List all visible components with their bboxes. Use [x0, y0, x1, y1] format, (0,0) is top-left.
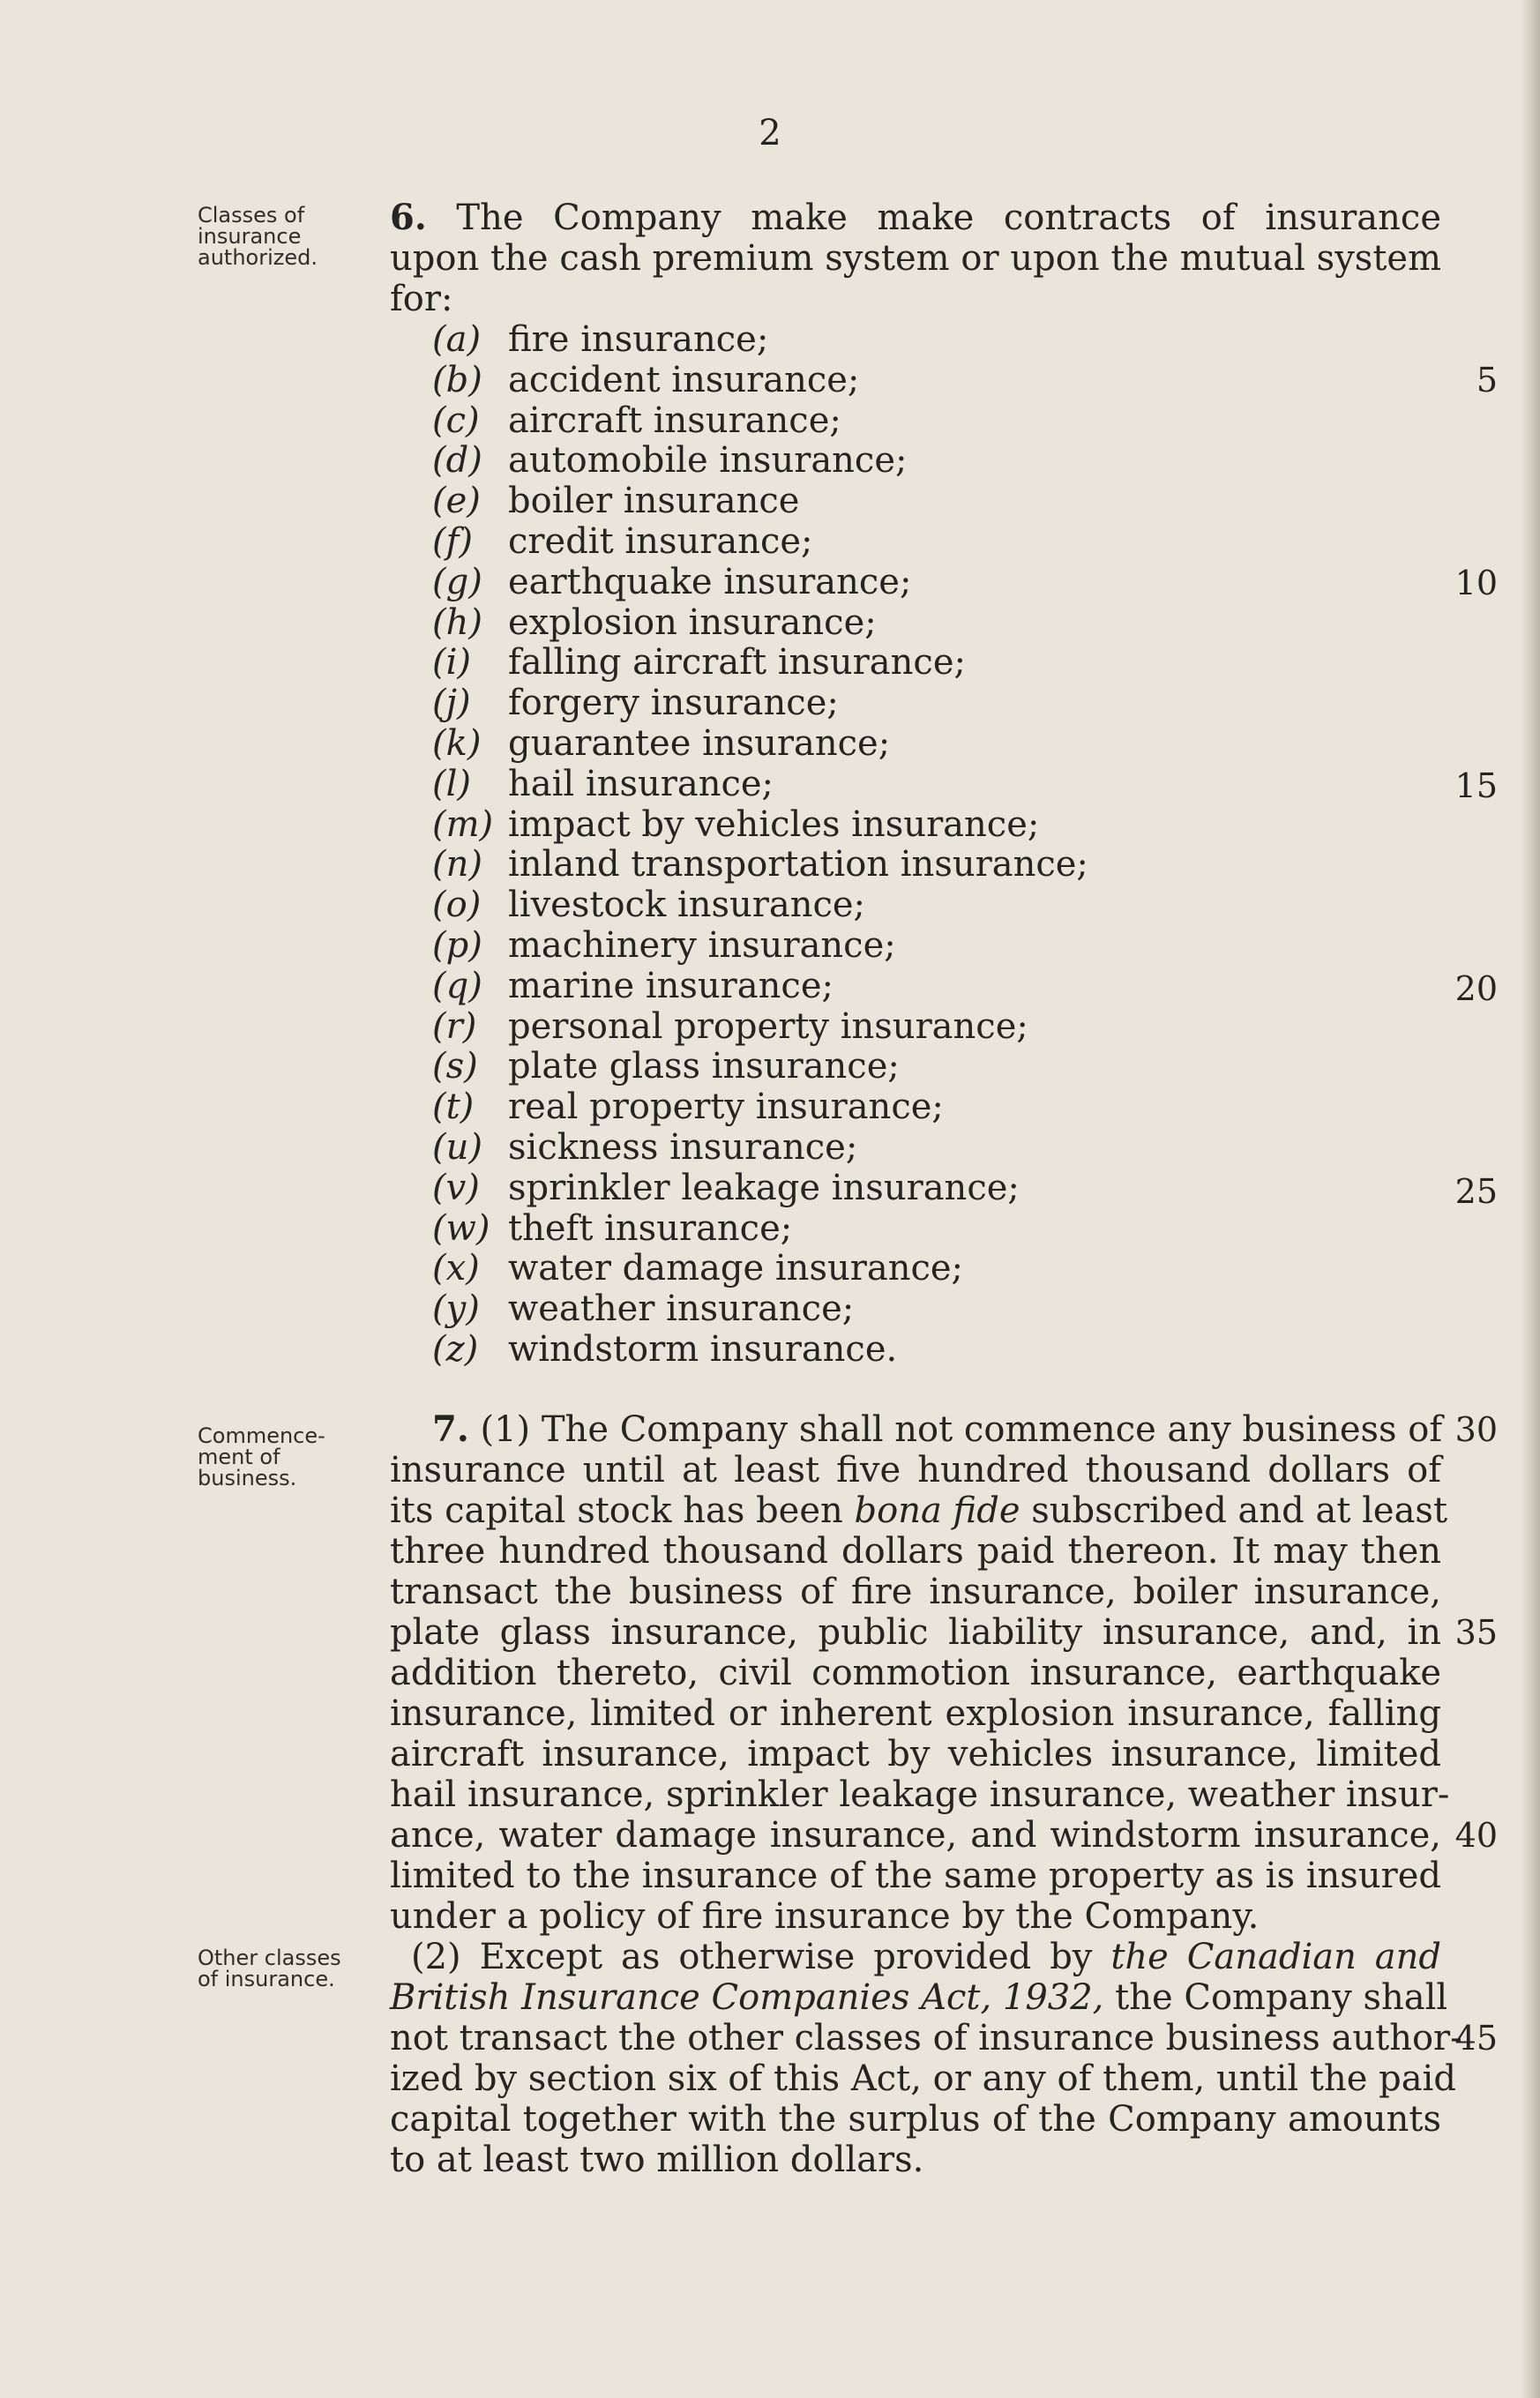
line-number: 5	[1476, 361, 1498, 400]
section-7-body-line: transact the business of fire insurance, boiler insurance,	[390, 1572, 1441, 1612]
subsection-label: (1)	[480, 1409, 531, 1450]
italic-act-title: British Insurance Companies Act, 1932,	[390, 1977, 1104, 2018]
item-letter: (b)	[432, 359, 482, 400]
item-letter: (u)	[432, 1127, 482, 1168]
insurance-class-item	[390, 1046, 900, 1087]
section-7-line-1	[390, 1409, 1441, 1450]
item-letter: (r)	[432, 1005, 477, 1047]
margin-note-line: Other classes	[198, 1946, 341, 1970]
insurance-class-item	[390, 1087, 944, 1127]
italic-term: bona fide	[854, 1490, 1020, 1531]
item-letter: (y)	[432, 1289, 480, 1330]
insurance-class-item	[390, 481, 799, 521]
item-letter: (v)	[432, 1167, 480, 1208]
section-7-body-line: ance, water damage insurance, and windstorm insurance,	[390, 1815, 1441, 1856]
item-text: explosion insurance;	[508, 601, 877, 643]
page-edge	[1521, 0, 1540, 2398]
margin-note-line: insurance	[198, 224, 302, 249]
margin-note-line: Classes of	[198, 203, 305, 228]
item-letter: (l)	[432, 763, 472, 804]
item-letter: (h)	[432, 601, 482, 643]
item-letter: (n)	[432, 844, 482, 885]
section-7-line-2: insurance until at least five hundred thousand dollars of	[390, 1450, 1441, 1490]
text-fragment: its capital stock has been	[390, 1490, 843, 1531]
insurance-class-item	[390, 1006, 1028, 1047]
margin-note-line: business.	[198, 1466, 297, 1490]
section-7-body-line: plate glass insurance, public liability insurance, and, in	[390, 1612, 1441, 1653]
margin-note-commencement	[198, 1425, 374, 1489]
item-text: accident insurance;	[508, 359, 860, 400]
margin-note-line: authorized.	[198, 245, 318, 270]
line-number: 45	[1454, 2019, 1498, 2058]
section-6-line-1	[390, 198, 1441, 238]
item-text: water damage insurance;	[508, 1248, 964, 1289]
item-text: sickness insurance;	[508, 1127, 858, 1168]
section-7-sub2-body-line: capital together with the surplus of the Company amounts	[390, 2099, 1441, 2140]
section-7-body-line: limited to the insurance of the same property as is insured	[390, 1856, 1441, 1896]
item-text: marine insurance;	[508, 965, 834, 1006]
insurance-class-item	[390, 602, 877, 643]
insurance-class-item	[390, 1248, 963, 1289]
text-fragment: (2) Except as otherwise provided by	[411, 1937, 1093, 1977]
insurance-class-item	[390, 360, 859, 400]
item-text: sprinkler leakage insurance;	[508, 1167, 1020, 1208]
section-6-line-2: upon the cash premium system or upon the mutual system	[390, 238, 1441, 279]
section-7-text: The Company shall not commence any business of	[541, 1409, 1443, 1450]
insurance-class-item	[390, 1127, 857, 1168]
insurance-class-item	[390, 562, 911, 602]
item-letter: (w)	[432, 1207, 490, 1249]
margin-note-other-classes	[198, 1947, 374, 1990]
item-letter: (o)	[432, 885, 482, 926]
insurance-class-item	[390, 683, 839, 723]
italic-act-title: the Canadian and	[1110, 1937, 1441, 1977]
item-letter: (a)	[432, 319, 482, 360]
item-letter: (z)	[432, 1329, 479, 1370]
insurance-class-item	[390, 966, 834, 1006]
margin-note-line: Commence-	[198, 1423, 325, 1448]
item-text: personal property insurance;	[508, 1005, 1028, 1047]
item-text: falling aircraft insurance;	[508, 642, 966, 684]
item-text: machinery insurance;	[508, 925, 896, 966]
line-number: 15	[1454, 766, 1498, 805]
insurance-class-item	[390, 764, 774, 804]
margin-note-line: of insurance.	[198, 1967, 335, 1991]
insurance-class-item	[390, 804, 1039, 845]
line-number: 35	[1454, 1613, 1498, 1652]
insurance-class-item	[390, 521, 813, 562]
item-text: fire insurance;	[508, 319, 769, 360]
text-fragment: subscribed and at least	[1031, 1490, 1448, 1531]
section-7-sub2-line-1	[390, 1937, 1441, 1977]
section-6-text: The Company make make contracts of insurance	[456, 198, 1441, 238]
insurance-class-item	[390, 642, 966, 683]
margin-note-classes-authorized	[198, 205, 374, 268]
item-text: automobile insurance;	[508, 440, 908, 482]
insurance-class-item	[390, 885, 865, 925]
item-text: theft insurance;	[508, 1207, 793, 1249]
item-text: livestock insurance;	[508, 885, 866, 926]
item-text: windstorm insurance.	[508, 1329, 898, 1370]
line-number: 20	[1454, 969, 1498, 1008]
item-letter: (d)	[432, 440, 482, 482]
section-7-sub2-body-line: ized by section six of this Act, or any of them, until the paid	[390, 2058, 1456, 2099]
text-fragment: the Company shall	[1115, 1977, 1448, 2018]
item-text: boiler insurance	[508, 481, 800, 522]
page-number: 2	[759, 113, 781, 153]
item-letter: (q)	[432, 965, 482, 1006]
section-7-sub2-body-line: to at least two million dollars.	[390, 2140, 924, 2180]
insurance-class-item	[390, 1329, 897, 1370]
item-text: hail insurance;	[508, 763, 774, 804]
section-7-body-line: hail insurance, sprinkler leakage insurance, weather insur-	[390, 1774, 1450, 1815]
line-number: 10	[1454, 564, 1498, 602]
line-number: 30	[1454, 1410, 1498, 1449]
section-7-body-line: insurance, limited or inherent explosion insurance, falling	[390, 1693, 1441, 1734]
item-letter: (p)	[432, 925, 482, 966]
section-7-body-line: under a policy of fire insurance by the Company.	[390, 1896, 1260, 1937]
item-text: aircraft insurance;	[508, 400, 841, 441]
item-letter: (x)	[432, 1248, 480, 1289]
item-letter: (g)	[432, 561, 482, 602]
insurance-class-item	[390, 400, 841, 441]
section-7-sub2-body-line: not transact the other classes of insurance business author-	[390, 2018, 1462, 2058]
insurance-class-item	[390, 844, 1088, 885]
section-7-line-3	[390, 1490, 1448, 1531]
item-text: forgery insurance;	[508, 683, 839, 724]
item-letter: (s)	[432, 1046, 478, 1087]
insurance-class-item	[390, 1168, 1020, 1208]
item-letter: (t)	[432, 1087, 475, 1128]
item-text: inland transportation insurance;	[508, 844, 1088, 885]
section-number: 7.	[432, 1408, 469, 1450]
line-number: 40	[1454, 1816, 1498, 1855]
item-text: credit insurance;	[508, 521, 813, 562]
margin-note-line: ment of	[198, 1445, 280, 1469]
insurance-class-item	[390, 1289, 854, 1329]
item-letter: (i)	[432, 642, 472, 684]
section-6-line-3: for:	[390, 279, 453, 319]
section-number: 6.	[390, 197, 427, 238]
item-letter: (e)	[432, 481, 481, 522]
section-7-sub2-line-2	[390, 1977, 1448, 2018]
item-letter: (c)	[432, 400, 480, 441]
item-text: weather insurance;	[508, 1289, 855, 1330]
insurance-class-item	[390, 1208, 792, 1249]
item-text: guarantee insurance;	[508, 723, 891, 764]
item-letter: (k)	[432, 723, 482, 764]
item-letter: (f)	[432, 521, 474, 562]
section-7-body-line: addition thereto, civil commotion insurance, earthquake	[390, 1653, 1441, 1693]
line-number: 25	[1454, 1172, 1498, 1211]
item-letter: (j)	[432, 683, 471, 724]
insurance-class-item	[390, 925, 896, 966]
insurance-class-item	[390, 319, 768, 360]
item-text: earthquake insurance;	[508, 561, 912, 602]
section-7-body-line: three hundred thousand dollars paid thereon. It may then	[390, 1531, 1441, 1572]
item-text: impact by vehicles insurance;	[508, 803, 1040, 845]
insurance-class-item	[390, 723, 890, 764]
item-text: real property insurance;	[508, 1087, 944, 1128]
item-letter: (m)	[432, 803, 494, 845]
section-7-body-line: aircraft insurance, impact by vehicles insurance, limited	[390, 1734, 1441, 1774]
insurance-class-item	[390, 440, 907, 481]
item-text: plate glass insurance;	[508, 1046, 900, 1087]
